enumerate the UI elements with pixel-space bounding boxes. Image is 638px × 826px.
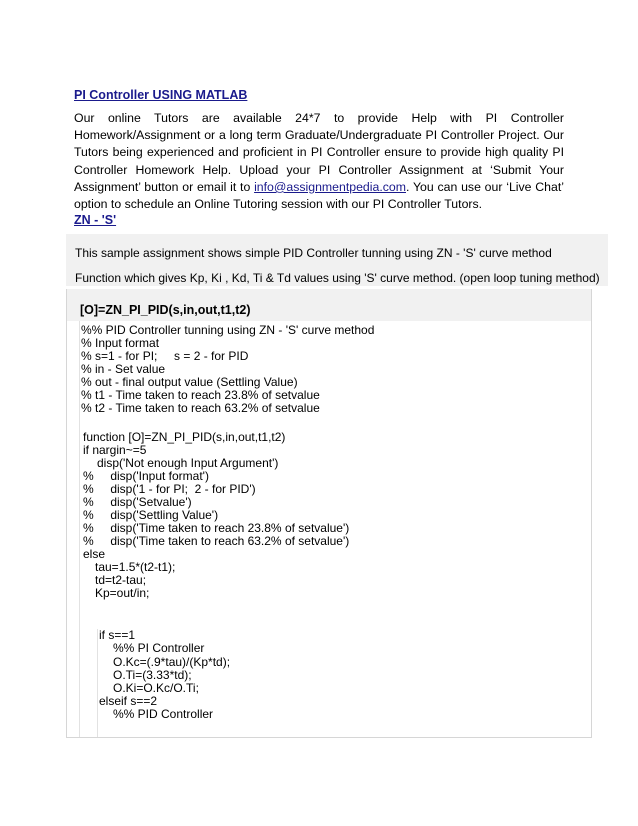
code-line: % disp('Time taken to reach 63.2% of setvalue'): [83, 534, 350, 548]
code-line: disp('Not enough Input Argument'): [97, 456, 279, 470]
code-line: % disp('1 - for PI; 2 - for PID'): [83, 482, 256, 496]
code-line: function [O]=ZN_PI_PID(s,in,out,t1,t2): [83, 430, 286, 444]
code-line: O.Ti=(3.33*td);: [113, 668, 192, 682]
document-title: PI Controller USING MATLAB: [74, 88, 248, 102]
code-line: O.Kc=(.9*tau)/(Kp*td);: [113, 655, 231, 669]
code-line: % disp('Setvalue'): [83, 495, 192, 509]
code-line: if nargin~=5: [83, 443, 147, 457]
code-line: O.Ki=O.Kc/O.Ti;: [113, 681, 199, 695]
code-line: %% PID Controller tunning using ZN - 'S' curve method: [81, 323, 375, 337]
code-line: %% PI Controller: [113, 641, 205, 655]
code-line: % s=1 - for PI; s = 2 - for PID: [81, 349, 249, 363]
code-line: % Input format: [81, 336, 160, 350]
code-line: % in - Set value: [81, 362, 166, 376]
description-line-2: Function which gives Kp, Ki , Kd, Ti & Td values using 'S' curve method. (open loop tuning method): [75, 271, 600, 285]
function-signature: [O]=ZN_PI_PID(s,in,out,t1,t2): [80, 303, 251, 317]
code-line: % out - final output value (Settling Value): [81, 375, 298, 389]
section-heading: ZN - 'S': [74, 213, 117, 227]
code-line: if s==1: [99, 628, 136, 642]
code-line: % disp('Settling Value'): [83, 508, 219, 522]
email-link[interactable]: info@assignmentpedia.com: [254, 179, 406, 194]
code-line: Kp=out/in;: [95, 586, 150, 600]
code-line: elseif s==2: [99, 694, 158, 708]
description-line-1: This sample assignment shows simple PID Controller tunning using ZN - 'S' curve method: [75, 246, 552, 260]
intro-text-end: . You can use our ‘Live Chat’ option to schedule an Online Tutoring session with our PI Controller Tutors.: [74, 179, 564, 212]
code-line: % t1 - Time taken to reach 23.8% of setvalue: [81, 388, 320, 402]
code-line: tau=1.5*(t2-t1);: [95, 560, 176, 574]
code-line: td=t2-tau;: [95, 573, 147, 587]
code-line: % disp('Time taken to reach 23.8% of setvalue'): [83, 521, 350, 535]
code-line: %% PID Controller: [113, 707, 214, 719]
code-line: % t2 - Time taken to reach 63.2% of setvalue: [81, 401, 320, 415]
code-line: % disp('Input format'): [83, 469, 209, 483]
intro-text-start: Our online Tutors are available 24*7 to provide Help with PI Controller Homework/Assignment or a long term Graduate/Undergraduate PI Controller Project. Our Tutors being experienced and proficient in PI Controller ensure to provide high quality PI Controller Homework Help. Upload your PI Controller Assignment at ‘Submit Your Assignment’ button or email it to: [74, 111, 564, 194]
code-line: else: [83, 547, 106, 561]
